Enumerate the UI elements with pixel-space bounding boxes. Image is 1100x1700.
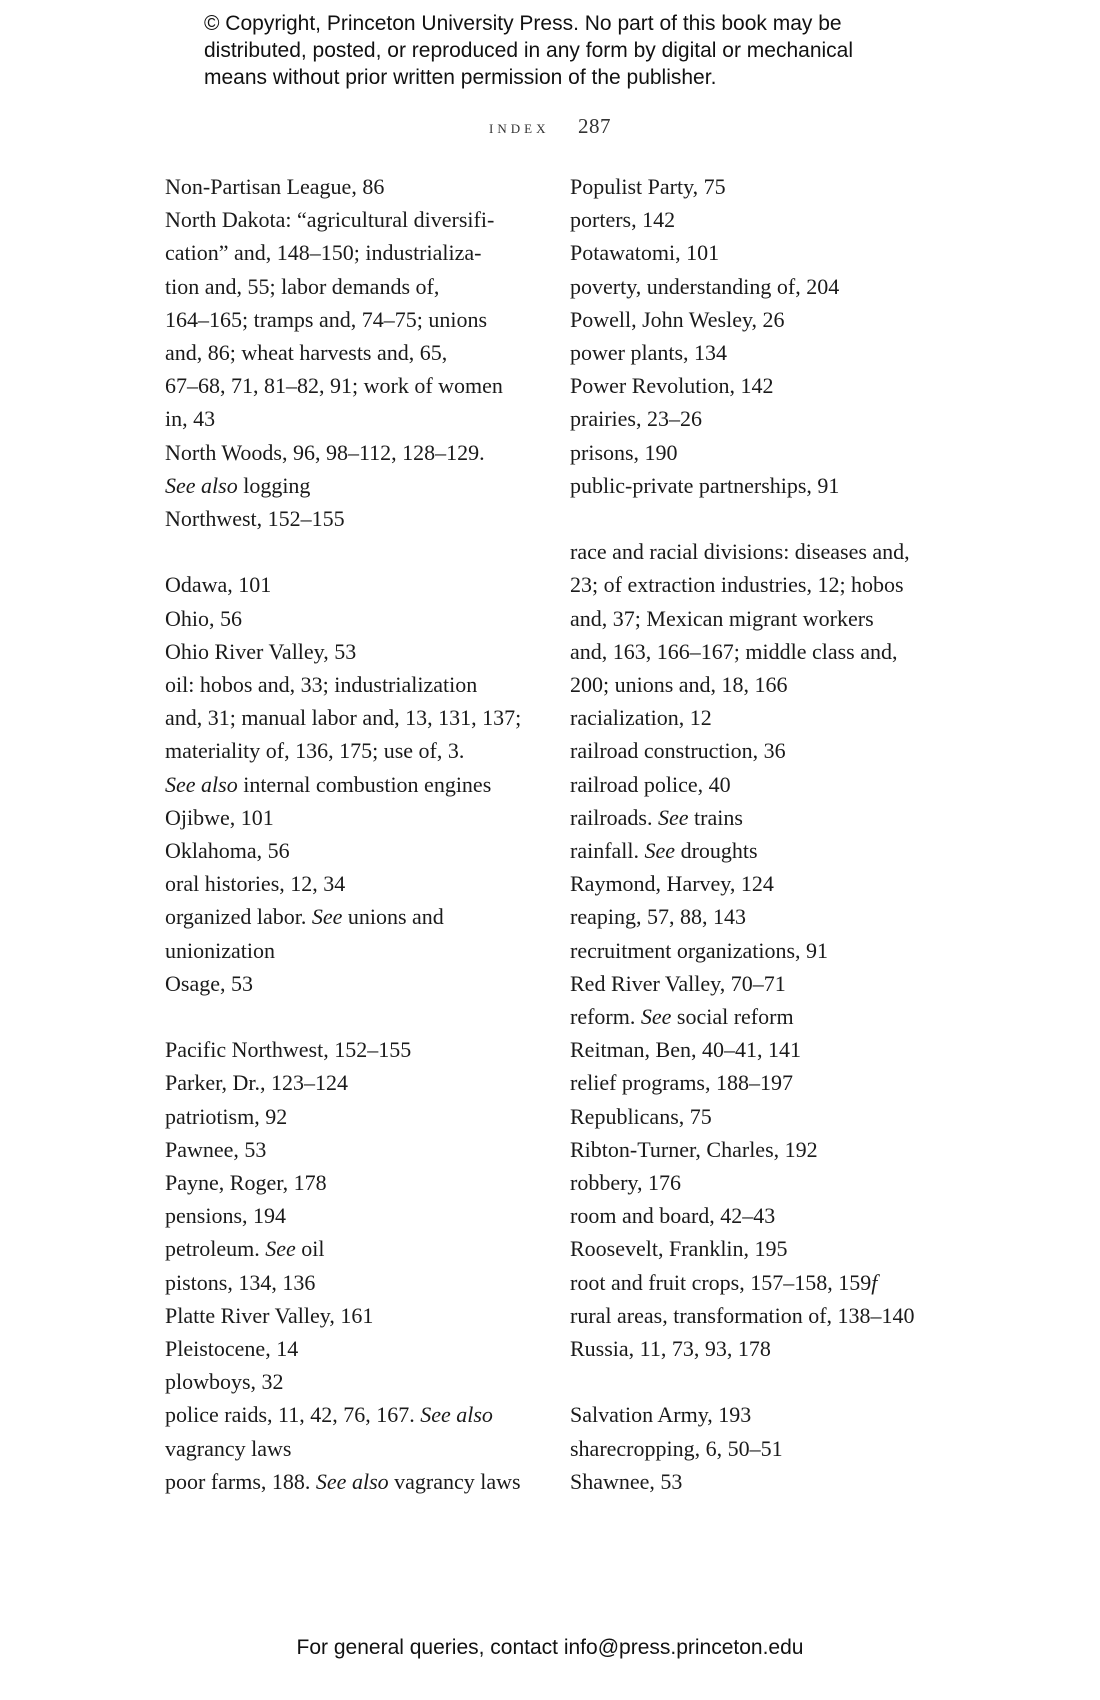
index-entry — [165, 1166, 555, 1199]
index-entry-heading: Power Revolution, 142 — [570, 373, 774, 399]
index-entry — [570, 369, 970, 402]
index-entry — [570, 535, 970, 701]
index-entry-heading: railroad police, 40 — [570, 771, 731, 797]
index-entry-continuation: 164–165; tramps and, 74–75; unions — [165, 306, 488, 332]
index-entry-heading: Osage, 53 — [165, 970, 253, 996]
index-entry — [165, 602, 555, 635]
index-entry — [570, 701, 970, 734]
index-entry-heading: Raymond, Harvey, 124 — [570, 871, 774, 897]
index-entry-heading: Potawatomi, 101 — [570, 240, 720, 266]
index-entry — [570, 402, 970, 435]
index-entry — [570, 1465, 970, 1498]
index-entry — [165, 203, 555, 435]
index-entry-heading: Ohio, 56 — [165, 605, 242, 631]
index-entry-heading: Oklahoma, 56 — [165, 838, 290, 864]
index-entry — [570, 934, 970, 967]
index-entry — [570, 1232, 970, 1265]
index-entry-heading: plowboys, 32 — [165, 1369, 284, 1395]
index-entry-heading: Odawa, 101 — [165, 572, 272, 598]
index-entry — [165, 834, 555, 867]
index-entry-heading: poor farms, 188. See also vagrancy laws — [165, 1468, 521, 1494]
index-entry — [570, 469, 970, 502]
index-entry-heading: Parker, Dr., 123–124 — [165, 1070, 349, 1096]
index-entry — [570, 1133, 970, 1166]
index-entry-continuation: vagrancy laws — [165, 1435, 292, 1461]
index-entry-heading: railroads. See trains — [570, 804, 743, 830]
index-entry-continuation: See also internal combustion engines — [165, 771, 492, 797]
index-entry — [165, 635, 555, 668]
index-entry-heading: organized labor. See unions and — [165, 904, 444, 930]
index-entry — [165, 967, 555, 1000]
index-entry-continuation: in, 43 — [165, 406, 216, 432]
index-entry — [570, 867, 970, 900]
index-entry — [570, 1100, 970, 1133]
index-entry-heading: Pawnee, 53 — [165, 1136, 267, 1162]
index-entry-heading: oil: hobos and, 33; industrialization — [165, 672, 478, 698]
index-entry-heading: robbery, 176 — [570, 1170, 681, 1196]
index-entry — [570, 1166, 970, 1199]
index-entry — [165, 1365, 555, 1398]
index-entry — [570, 1398, 970, 1431]
index-entry-heading: North Dakota: “agricultural diversifi- — [165, 207, 495, 233]
index-entry — [165, 170, 555, 203]
index-entry — [570, 1033, 970, 1066]
footer-contact: For general queries, contact info@press.princeton.edu — [296, 1636, 804, 1659]
index-entry — [570, 900, 970, 933]
index-entry-heading: Red River Valley, 70–71 — [570, 970, 786, 996]
index-entry-heading: Pacific Northwest, 152–155 — [165, 1037, 412, 1063]
index-entry-heading: Populist Party, 75 — [570, 174, 726, 199]
index-entry-heading: room and board, 42–43 — [570, 1203, 776, 1229]
index-entry-heading: pistons, 134, 136 — [165, 1269, 316, 1295]
index-entry — [570, 236, 970, 269]
index-entry-heading: power plants, 134 — [570, 340, 728, 366]
index-entry-heading: root and fruit crops, 157–158, 159f — [570, 1269, 878, 1295]
index-entry — [570, 170, 970, 203]
copyright-line: means without prior written permission of the publisher. — [204, 66, 717, 89]
running-head-label: index — [489, 117, 550, 137]
letter-group-gap — [165, 1000, 555, 1033]
index-entry-heading: Powell, John Wesley, 26 — [570, 306, 785, 332]
index-entry — [165, 1266, 555, 1299]
copyright-line: distributed, posted, or reproduced in any form by digital or mechanical — [204, 39, 854, 62]
index-entry — [570, 967, 970, 1000]
index-entry-continuation: cation” and, 148–150; industrializa- — [165, 240, 482, 266]
index-entry-heading: petroleum. See oil — [165, 1236, 325, 1262]
letter-group-gap — [165, 535, 555, 568]
index-entry-continuation: 23; of extraction industries, 12; hobos — [570, 572, 904, 598]
index-entry-heading: recruitment organizations, 91 — [570, 937, 829, 963]
index-entry-heading: railroad construction, 36 — [570, 738, 786, 764]
index-entry-heading: Ojibwe, 101 — [165, 804, 274, 830]
index-entry-continuation: See also logging — [165, 472, 311, 498]
index-entry — [165, 502, 555, 535]
index-entry-heading: prairies, 23–26 — [570, 406, 702, 432]
index-entry-heading: Russia, 11, 73, 93, 178 — [570, 1336, 771, 1362]
index-entry-heading: North Woods, 96, 98–112, 128–129. — [165, 439, 485, 465]
index-entry — [570, 1332, 970, 1365]
index-entry-heading: racialization, 12 — [570, 705, 712, 731]
letter-group-gap — [570, 502, 970, 535]
index-entry — [165, 1465, 555, 1498]
index-entry-continuation: and, 37; Mexican migrant workers — [570, 605, 874, 631]
index-entry-continuation: and, 86; wheat harvests and, 65, — [165, 340, 448, 366]
index-entry — [165, 900, 555, 966]
index-entry — [570, 270, 970, 303]
index-entry — [570, 1066, 970, 1099]
index-entry — [165, 1332, 555, 1365]
index-entry — [570, 1199, 970, 1232]
index-column-left — [165, 170, 555, 1498]
index-entry — [165, 668, 555, 801]
index-entry-continuation: materiality of, 136, 175; use of, 3. — [165, 738, 465, 764]
index-entry-heading: Reitman, Ben, 40–41, 141 — [570, 1037, 801, 1063]
index-entry — [165, 1299, 555, 1332]
index-entry — [165, 1100, 555, 1133]
index-entry-heading: Salvation Army, 193 — [570, 1402, 752, 1428]
index-entry-continuation: and, 31; manual labor and, 13, 131, 137; — [165, 705, 522, 731]
index-entry — [165, 1398, 555, 1464]
letter-group-gap — [570, 1365, 970, 1398]
index-entry-continuation: 200; unions and, 18, 166 — [570, 672, 788, 698]
index-entry-heading: reform. See social reform — [570, 1004, 794, 1030]
running-head — [0, 113, 1100, 140]
index-entry-heading: Payne, Roger, 178 — [165, 1170, 327, 1196]
index-entry-continuation: tion and, 55; labor demands of, — [165, 273, 440, 299]
index-entry — [165, 1232, 555, 1265]
page-number: 287 — [577, 114, 611, 138]
index-entry — [570, 436, 970, 469]
index-entry — [165, 1133, 555, 1166]
index-entry — [570, 734, 970, 767]
index-entry-heading: Ribton-Turner, Charles, 192 — [570, 1136, 818, 1162]
copyright-notice — [204, 10, 924, 91]
index-entry-heading: prisons, 190 — [570, 439, 678, 465]
index-entry-heading: sharecropping, 6, 50–51 — [570, 1435, 783, 1461]
index-entry-heading: patriotism, 92 — [165, 1103, 288, 1129]
index-entry — [165, 801, 555, 834]
index-entry — [165, 1033, 555, 1066]
index-entry-heading: public-private partnerships, 91 — [570, 472, 840, 498]
index-entry — [570, 203, 970, 236]
index-entry-heading: poverty, understanding of, 204 — [570, 273, 840, 299]
copyright-line: © Copyright, Princeton University Press. No part of this book may be — [204, 12, 842, 35]
index-entry — [165, 568, 555, 601]
index-entry-heading: relief programs, 188–197 — [570, 1070, 793, 1096]
index-entry-heading: Shawnee, 53 — [570, 1468, 683, 1494]
index-entry-heading: Republicans, 75 — [570, 1103, 712, 1129]
index-entry-heading: rainfall. See droughts — [570, 838, 758, 864]
index-entry-heading: Non-Partisan League, 86 — [165, 174, 385, 199]
index-entry — [570, 1266, 970, 1299]
index-entry — [570, 303, 970, 336]
index-entry — [570, 336, 970, 369]
index-entry-heading: race and racial divisions: diseases and, — [570, 539, 910, 565]
index-entry-continuation: 67–68, 71, 81–82, 91; work of women — [165, 373, 503, 399]
index-entry — [570, 1299, 970, 1332]
index-entry — [165, 1199, 555, 1232]
index-entry-continuation: unionization — [165, 937, 275, 963]
index-entry — [165, 867, 555, 900]
index-entry-heading: Pleistocene, 14 — [165, 1336, 299, 1362]
index-entry-heading: Platte River Valley, 161 — [165, 1302, 374, 1328]
index-entry-continuation: and, 163, 166–167; middle class and, — [570, 638, 898, 664]
index-entry — [165, 1066, 555, 1099]
index-entry-heading: oral histories, 12, 34 — [165, 871, 346, 897]
index-entry — [165, 436, 555, 502]
index-entry — [570, 1000, 970, 1033]
index-column-right — [570, 170, 970, 1498]
index-entry — [570, 768, 970, 801]
index-entry-heading: rural areas, transformation of, 138–140 — [570, 1302, 915, 1328]
index-entry-heading: Roosevelt, Franklin, 195 — [570, 1236, 788, 1262]
index-entry-heading: Northwest, 152–155 — [165, 506, 345, 532]
index-entry-heading: pensions, 194 — [165, 1203, 286, 1229]
index-entry — [570, 834, 970, 867]
index-entry — [570, 1432, 970, 1465]
index-entry-heading: Ohio River Valley, 53 — [165, 638, 357, 664]
index-entry — [570, 801, 970, 834]
index-entry-heading: police raids, 11, 42, 76, 167. See also — [165, 1402, 493, 1428]
index-entry-heading: reaping, 57, 88, 143 — [570, 904, 746, 930]
index-entry-heading: porters, 142 — [570, 207, 676, 233]
